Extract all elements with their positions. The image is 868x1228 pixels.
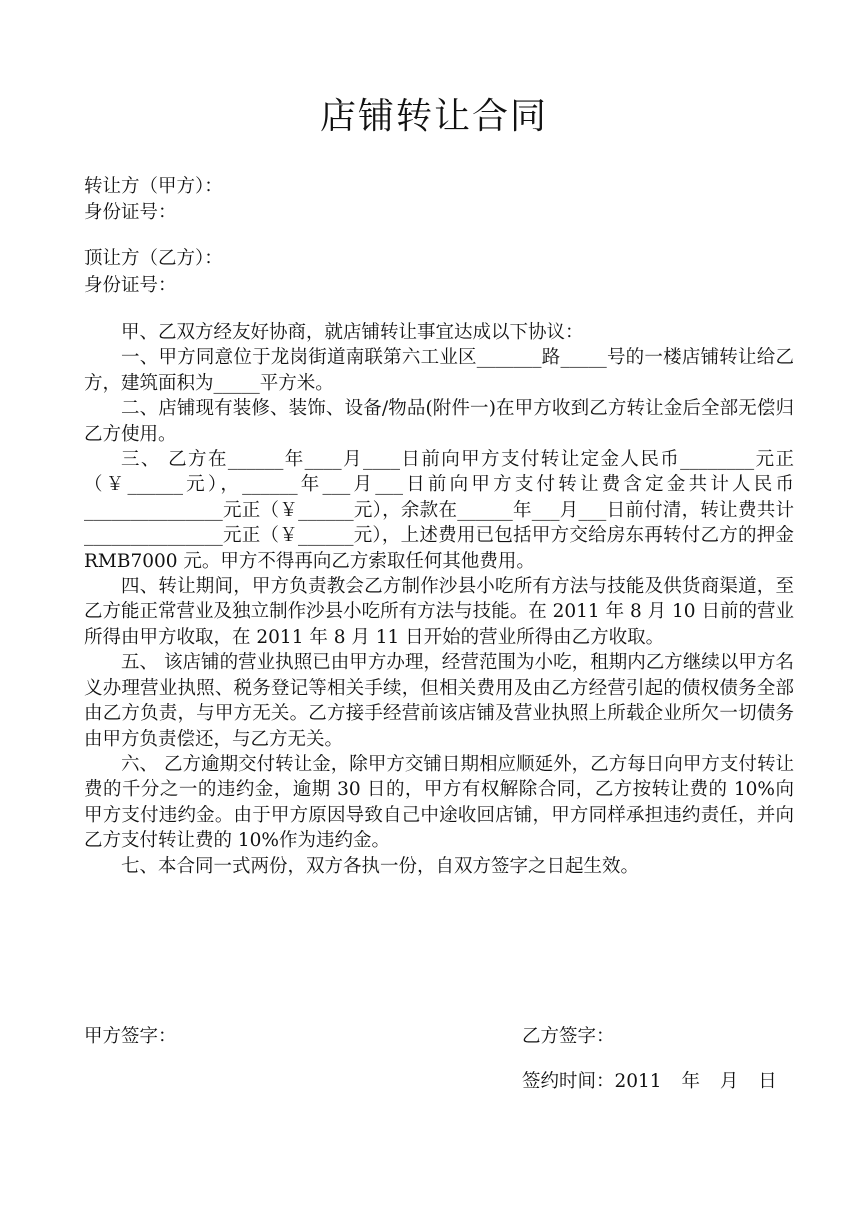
party-b-signature-label: 乙方签字：	[522, 1026, 615, 1047]
party-b-id-label: 身份证号：	[84, 275, 177, 296]
party-a-signature-label: 甲方签字：	[84, 1026, 177, 1047]
party-a-id-label: 身份证号：	[84, 202, 177, 223]
clause-1: 一、甲方同意位于龙岗街道南联第六工业区_______路_____号的一楼店铺转让给乙方，建筑面积为_____平方米。	[84, 347, 794, 394]
document-title: 店铺转让合同	[319, 96, 548, 137]
clause-6: 六、 乙方逾期交付转让金，除甲方交铺日期相应顺延外，乙方每日向甲方支付转让费的千分之一的违约金，逾期 30 日的，甲方有权解除合同，乙方按转让费的 10%向甲方支付违约金。由于甲方原因导致自己中途收回店铺，甲方同样承担违约责任，并向乙方支付转让费的 10%作为违约金。	[84, 753, 794, 852]
clause-3: 三、 乙方在______年____月____日前向甲方支付转让定金人民币________元正（￥______元），______年___月___日前向甲方支付转让费含定金共计人民币_______________元正（￥______元），余款在______年___月___日前付清，转让费共计_______________元正（￥______元），上述费用已包括甲方交给房东再转付乙方的押金 RMB7000 元。甲方不得再向乙方索取任何其他费用。	[84, 449, 794, 572]
signing-date: 签约时间：2011 年 月 日	[522, 1071, 777, 1092]
clause-2: 二、店铺现有装修、装饰、设备/物品(附件一)在甲方收到乙方转让金后全部无偿归乙方使用。	[84, 398, 794, 445]
party-b-label: 顶让方（乙方）：	[84, 248, 223, 269]
clause-7: 七、本合同一式两份，双方各执一份，自双方签字之日起生效。	[121, 855, 640, 877]
party-a-label: 转让方（甲方）：	[84, 176, 223, 197]
agreement-body	[84, 320, 794, 879]
clause-5: 五、 该店铺的营业执照已由甲方办理，经营范围为小吃，租期内乙方继续以甲方名义办理营业执照、税务登记等相关手续，但相关费用及由乙方经营引起的债权债务全部由乙方负责，与甲方无关。乙方接手经营前该店铺及营业执照上所载企业所欠一切债务由甲方负责偿还，与乙方无关。	[84, 652, 794, 750]
intro-paragraph: 甲、乙双方经友好协商，就店铺转让事宜达成以下协议：	[121, 322, 584, 343]
clause-4: 四、转让期间，甲方负责教会乙方制作沙县小吃所有方法与技能及供货商渠道，至乙方能正常营业及独立制作沙县小吃所有方法与技能。在 2011 年 8 月 10 日前的营业所得由甲方收取，在 2011 年 8 月 11 日开始的营业所得由乙方收取。	[84, 576, 794, 648]
